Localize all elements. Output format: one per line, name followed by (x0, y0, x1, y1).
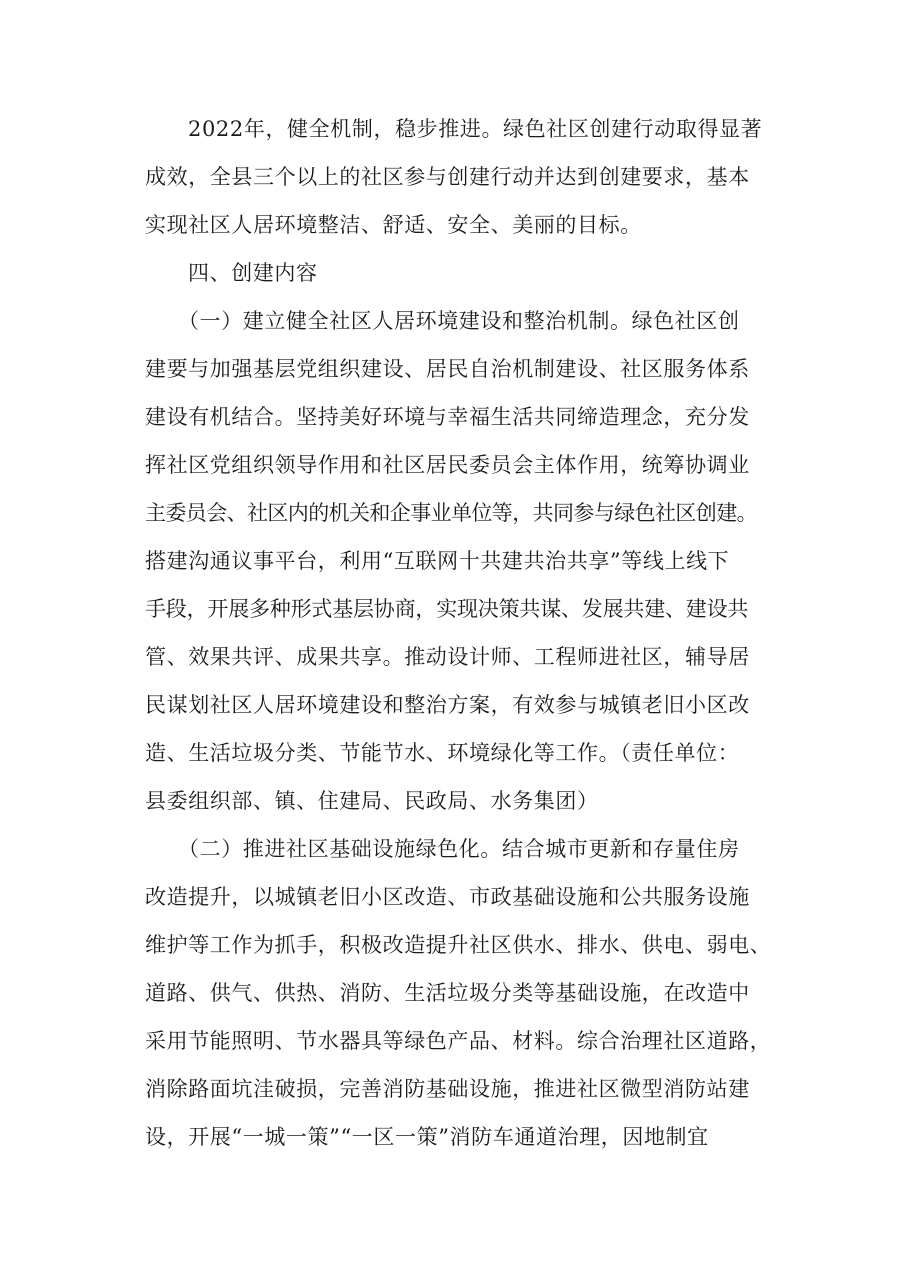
text-line: 成效，全县三个以上的社区参与创建行动并达到创建要求，基本 (145, 165, 750, 189)
text-line: 建设有机结合。坚持美好环境与幸福生活共同缔造理念，充分发 (145, 405, 750, 429)
text-line: 采用节能照明、节水器具等绿色产品、材料。综合治理社区道路， (145, 1029, 772, 1053)
text-line: 维护等工作为抓手，积极改造提升社区供水、排水、供电、弱电、 (145, 933, 772, 957)
text-line: 县委组织部、镇、住建局、民政局、水务集团） (145, 789, 599, 813)
text-line: 造、生活垃圾分类、节能节水、环境绿化等工作。（责任单位： (145, 741, 740, 765)
text-line: 道路、供气、供热、消防、生活垃圾分类等基础设施，在改造中 (145, 981, 750, 1005)
text-line: 消除路面坑洼破损，完善消防基础设施，推进社区微型消防站建 (145, 1077, 750, 1101)
text-line: 搭建沟通议事平台，利用“互联网十共建共治共享”等线上线下 (145, 549, 730, 573)
text-line: 改造提升，以城镇老旧小区改造、市政基础设施和公共服务设施 (145, 885, 750, 909)
text-line: 手段，开展多种形式基层协商，实现决策共谋、发展共建、建设共 (145, 597, 749, 621)
text-line: 主委员会、社区内的机关和企事业单位等，共同参与绿色社区创建。 (145, 501, 757, 525)
text-line: （一）建立健全社区人居环境建设和整治机制。绿色社区创 (178, 309, 740, 333)
text-line: 挥社区党组织领导作用和社区居民委员会主体作用，统筹协调业 (145, 453, 750, 477)
section-heading: 四、创建内容 (188, 261, 318, 285)
text-line: 2022年，健全机制，稳步推进。绿色社区创建行动取得显著 (188, 117, 763, 141)
text-line: 建要与加强基层党组织建设、居民自治机制建设、社区服务体系 (145, 357, 750, 381)
text-line: 实现社区人居环境整洁、舒适、安全、美丽的目标。 (145, 213, 642, 237)
text-line: （二）推进社区基础设施绿色化。结合城市更新和存量住房 (178, 837, 740, 861)
text-line: 管、效果共评、成果共享。推动设计师、工程师进社区，辅导居 (145, 645, 750, 669)
text-line: 设，开展“一城一策”“一区一策”消防车通道治理，因地制宜 (145, 1125, 709, 1149)
text-line: 民谋划社区人居环境建设和整治方案，有效参与城镇老旧小区改 (145, 693, 750, 717)
